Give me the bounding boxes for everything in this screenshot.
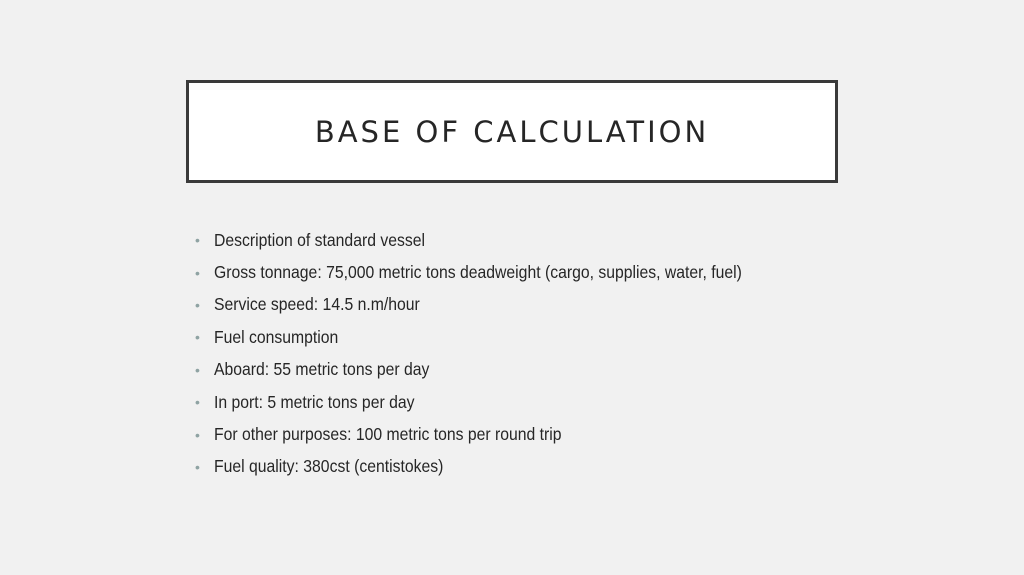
bullet-text: Description of standard vessel bbox=[214, 229, 425, 250]
bullet-icon: • bbox=[195, 264, 200, 281]
bullet-icon: • bbox=[195, 329, 200, 346]
list-item bbox=[195, 321, 801, 353]
list-item bbox=[195, 451, 801, 483]
bullet-icon: • bbox=[195, 296, 200, 313]
bullet-text: Fuel quality: 380cst (centistokes) bbox=[214, 456, 444, 477]
bullet-text: Fuel consumption bbox=[214, 326, 339, 347]
bullet-icon: • bbox=[195, 361, 200, 378]
bullet-text: For other purposes: 100 metric tons per round trip bbox=[214, 424, 562, 445]
bullet-icon: • bbox=[195, 394, 200, 411]
list-item bbox=[195, 386, 801, 418]
bullet-text: Aboard: 55 metric tons per day bbox=[214, 359, 430, 380]
title-box bbox=[186, 80, 838, 183]
bullet-text: In port: 5 metric tons per day bbox=[214, 391, 415, 412]
bullet-icon: • bbox=[195, 426, 200, 443]
bullet-text: Gross tonnage: 75,000 metric tons deadweight (cargo, supplies, water, fuel) bbox=[214, 262, 742, 283]
list-item bbox=[195, 256, 801, 288]
list-item bbox=[195, 224, 801, 256]
slide-title: BASE OF CALCULATION bbox=[314, 114, 710, 149]
bullet-text: Service speed: 14.5 n.m/hour bbox=[214, 294, 420, 315]
list-item bbox=[195, 354, 801, 386]
bullet-icon: • bbox=[195, 458, 200, 475]
list-item bbox=[195, 418, 801, 450]
bullet-icon: • bbox=[195, 232, 200, 249]
bullet-list bbox=[195, 224, 801, 483]
list-item bbox=[195, 289, 801, 321]
